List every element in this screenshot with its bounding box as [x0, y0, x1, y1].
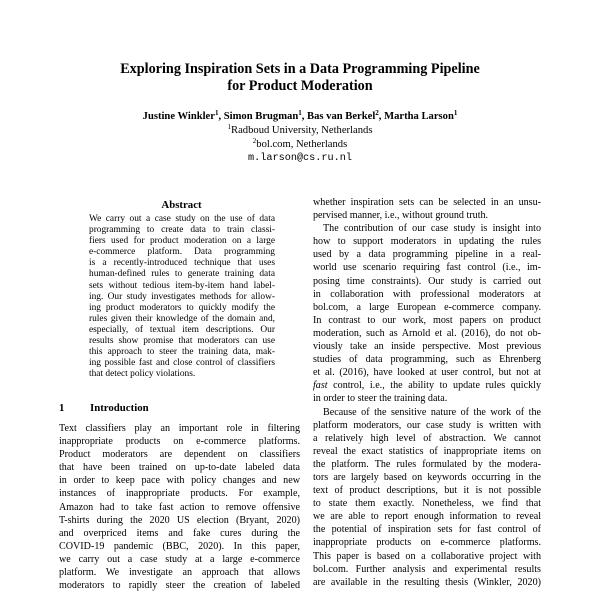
text-line: posing time constraints). Our study is carried out — [313, 275, 541, 287]
title-line-1: Exploring Inspiration Sets in a Data Programming Pipeline — [120, 61, 480, 77]
text-line: platform moderators, our case study is written with — [313, 419, 541, 431]
text-line: COVID-19 pandemic (BBC, 2020). In this paper, — [59, 540, 300, 552]
text-line: inappropriate products on e-commerce platforms. — [59, 436, 300, 448]
text-line: ing possible fast and close control of classifiers — [89, 358, 275, 369]
text-line: this approach to steer the training data, mak- — [89, 347, 275, 358]
paragraph — [313, 222, 541, 405]
author: Bas van Berkel$^2$, — [307, 109, 385, 122]
text-line: programming to create data to train classi- — [89, 225, 275, 236]
text-line: human-defined rules to generate training data — [89, 269, 275, 280]
paper-title — [0, 61, 600, 95]
section-number: 1 — [59, 402, 65, 414]
abstract-heading: Abstract — [161, 199, 202, 211]
text-line: viously take an inside perspective. Most previous — [313, 341, 541, 353]
text-line: moderators to rapidly steer the creation of labeled — [59, 580, 300, 592]
text-line: and overpriced items and fake cures during the — [59, 527, 300, 539]
text-line: is a recently-introduced technique that uses — [89, 258, 275, 269]
author: Simon Brugman$^1$, — [223, 109, 308, 122]
text-fragment: control, i.e., the ability to update rules quickly — [327, 380, 541, 392]
section-title: Introduction — [90, 402, 149, 414]
text-line: ing product moderators to quickly modify the — [89, 302, 275, 313]
text-line: moderation, such as Arnold et al. (2016), do not ob- — [313, 327, 541, 339]
text-line: we are able to report enough information to reveal — [313, 511, 541, 523]
text-line: in collaboration with professional moderators at — [313, 288, 541, 300]
text-line: we carry out a case study at a large e-commerce — [59, 553, 300, 565]
text-line: et al. (2016), have looked at user control, but not at — [313, 367, 541, 379]
paragraph — [313, 406, 541, 589]
text-line: pervised manner, i.e., without ground truth. — [313, 210, 489, 222]
text-line: in order to steer the training data. — [313, 393, 448, 405]
text-line: how to support moderators in updating the rules — [313, 236, 541, 248]
author-list — [0, 110, 600, 123]
text-line: T-shirts during the 2020 US election (Bryant, 2020) — [59, 514, 300, 526]
text-line: whether inspiration sets can be selected in an unsu- — [313, 197, 541, 208]
emphasis: fast — [313, 380, 328, 392]
text-line: world use scenario requiring fast control (i.e., im- — [313, 262, 541, 274]
section-heading-introduction — [59, 402, 149, 415]
contact-email: m.larson@cs.ru.nl — [248, 153, 352, 164]
text-line: that detect policy violations. — [89, 369, 196, 380]
text-line: the potential of inspiration sets for fast control of — [313, 524, 541, 536]
text-line: rules given their knowledge of the domain and, — [89, 313, 275, 324]
intro-right-column — [313, 196, 541, 589]
text-line: ing. Our study investigates methods for allow- — [89, 291, 275, 302]
text-line: Because of the sensitive nature of the work of the — [323, 406, 541, 418]
text-line: bol.com. Further analysis and experimental results — [313, 563, 541, 575]
text-line: in order to keep pace with policy changes and new — [59, 475, 300, 487]
text-line: fiers used for product moderation on a large — [89, 236, 275, 247]
affiliation-2: $^2$bol.com, Netherlands — [252, 137, 348, 150]
intro-left-column — [59, 422, 300, 592]
text-line: sets without tedious item-by-item hand label- — [89, 280, 275, 291]
text-line: text of product descriptions, but it is not possible — [313, 485, 541, 497]
text-line — [313, 379, 541, 392]
text-line: inappropriate products on e-commerce platforms. — [313, 537, 541, 549]
affiliation-1: $^1$Radboud University, Netherlands — [227, 123, 373, 136]
title-line-2: for Product Moderation — [227, 78, 373, 94]
paragraph — [313, 196, 541, 222]
text-line: studies of data programming, such as Ehrenberg — [313, 354, 541, 366]
text-line: to state them exactly. Nonetheless, we find that — [313, 498, 541, 510]
text-line: platform. We investigate an approach that allows — [59, 567, 300, 579]
abstract-text — [89, 214, 275, 380]
text-line: This paper is based on a collaborative project with — [313, 550, 541, 562]
text-line: The contribution of our case study is insight into — [323, 223, 541, 235]
text-line: e-commerce platform. Data programming — [89, 247, 275, 258]
text-line: bol.com, a large European e-commerce company. — [313, 301, 541, 313]
text-line: tors are largely based on keywords occurring in the — [313, 471, 541, 483]
text-line: that have been trained on up-to-date labeled data — [59, 462, 300, 474]
text-line: We carry out a case study on the use of data — [89, 214, 275, 224]
text-line: Text classifiers play an important role in filtering — [59, 423, 300, 434]
text-line: are available in the resulting thesis (Winkler, 2020) — [313, 576, 541, 588]
text-line: used by a data programming pipeline in a real- — [313, 249, 541, 261]
author: Justine Winkler$^1$, — [142, 109, 224, 122]
text-line: In contrast to our work, most papers on product — [313, 314, 541, 326]
author: Martha Larson$^1$ — [384, 109, 458, 122]
text-line: results show promise that moderators can use — [89, 336, 275, 347]
text-line: instances of inappropriate products. For example, — [59, 488, 300, 500]
text-line: Product moderators are dependent on classifiers — [59, 449, 300, 461]
text-line: Amazon had to take fast action to remove offensive — [59, 501, 300, 513]
text-line: reveal the exact statistics of inappropriate items on — [313, 445, 541, 457]
text-line: especially, of textual item descriptions. Our — [89, 324, 275, 335]
text-line: a relatively high level of abstraction. We cannot — [313, 432, 541, 444]
text-line: the platform. The rules formulated by the modera- — [313, 458, 541, 470]
